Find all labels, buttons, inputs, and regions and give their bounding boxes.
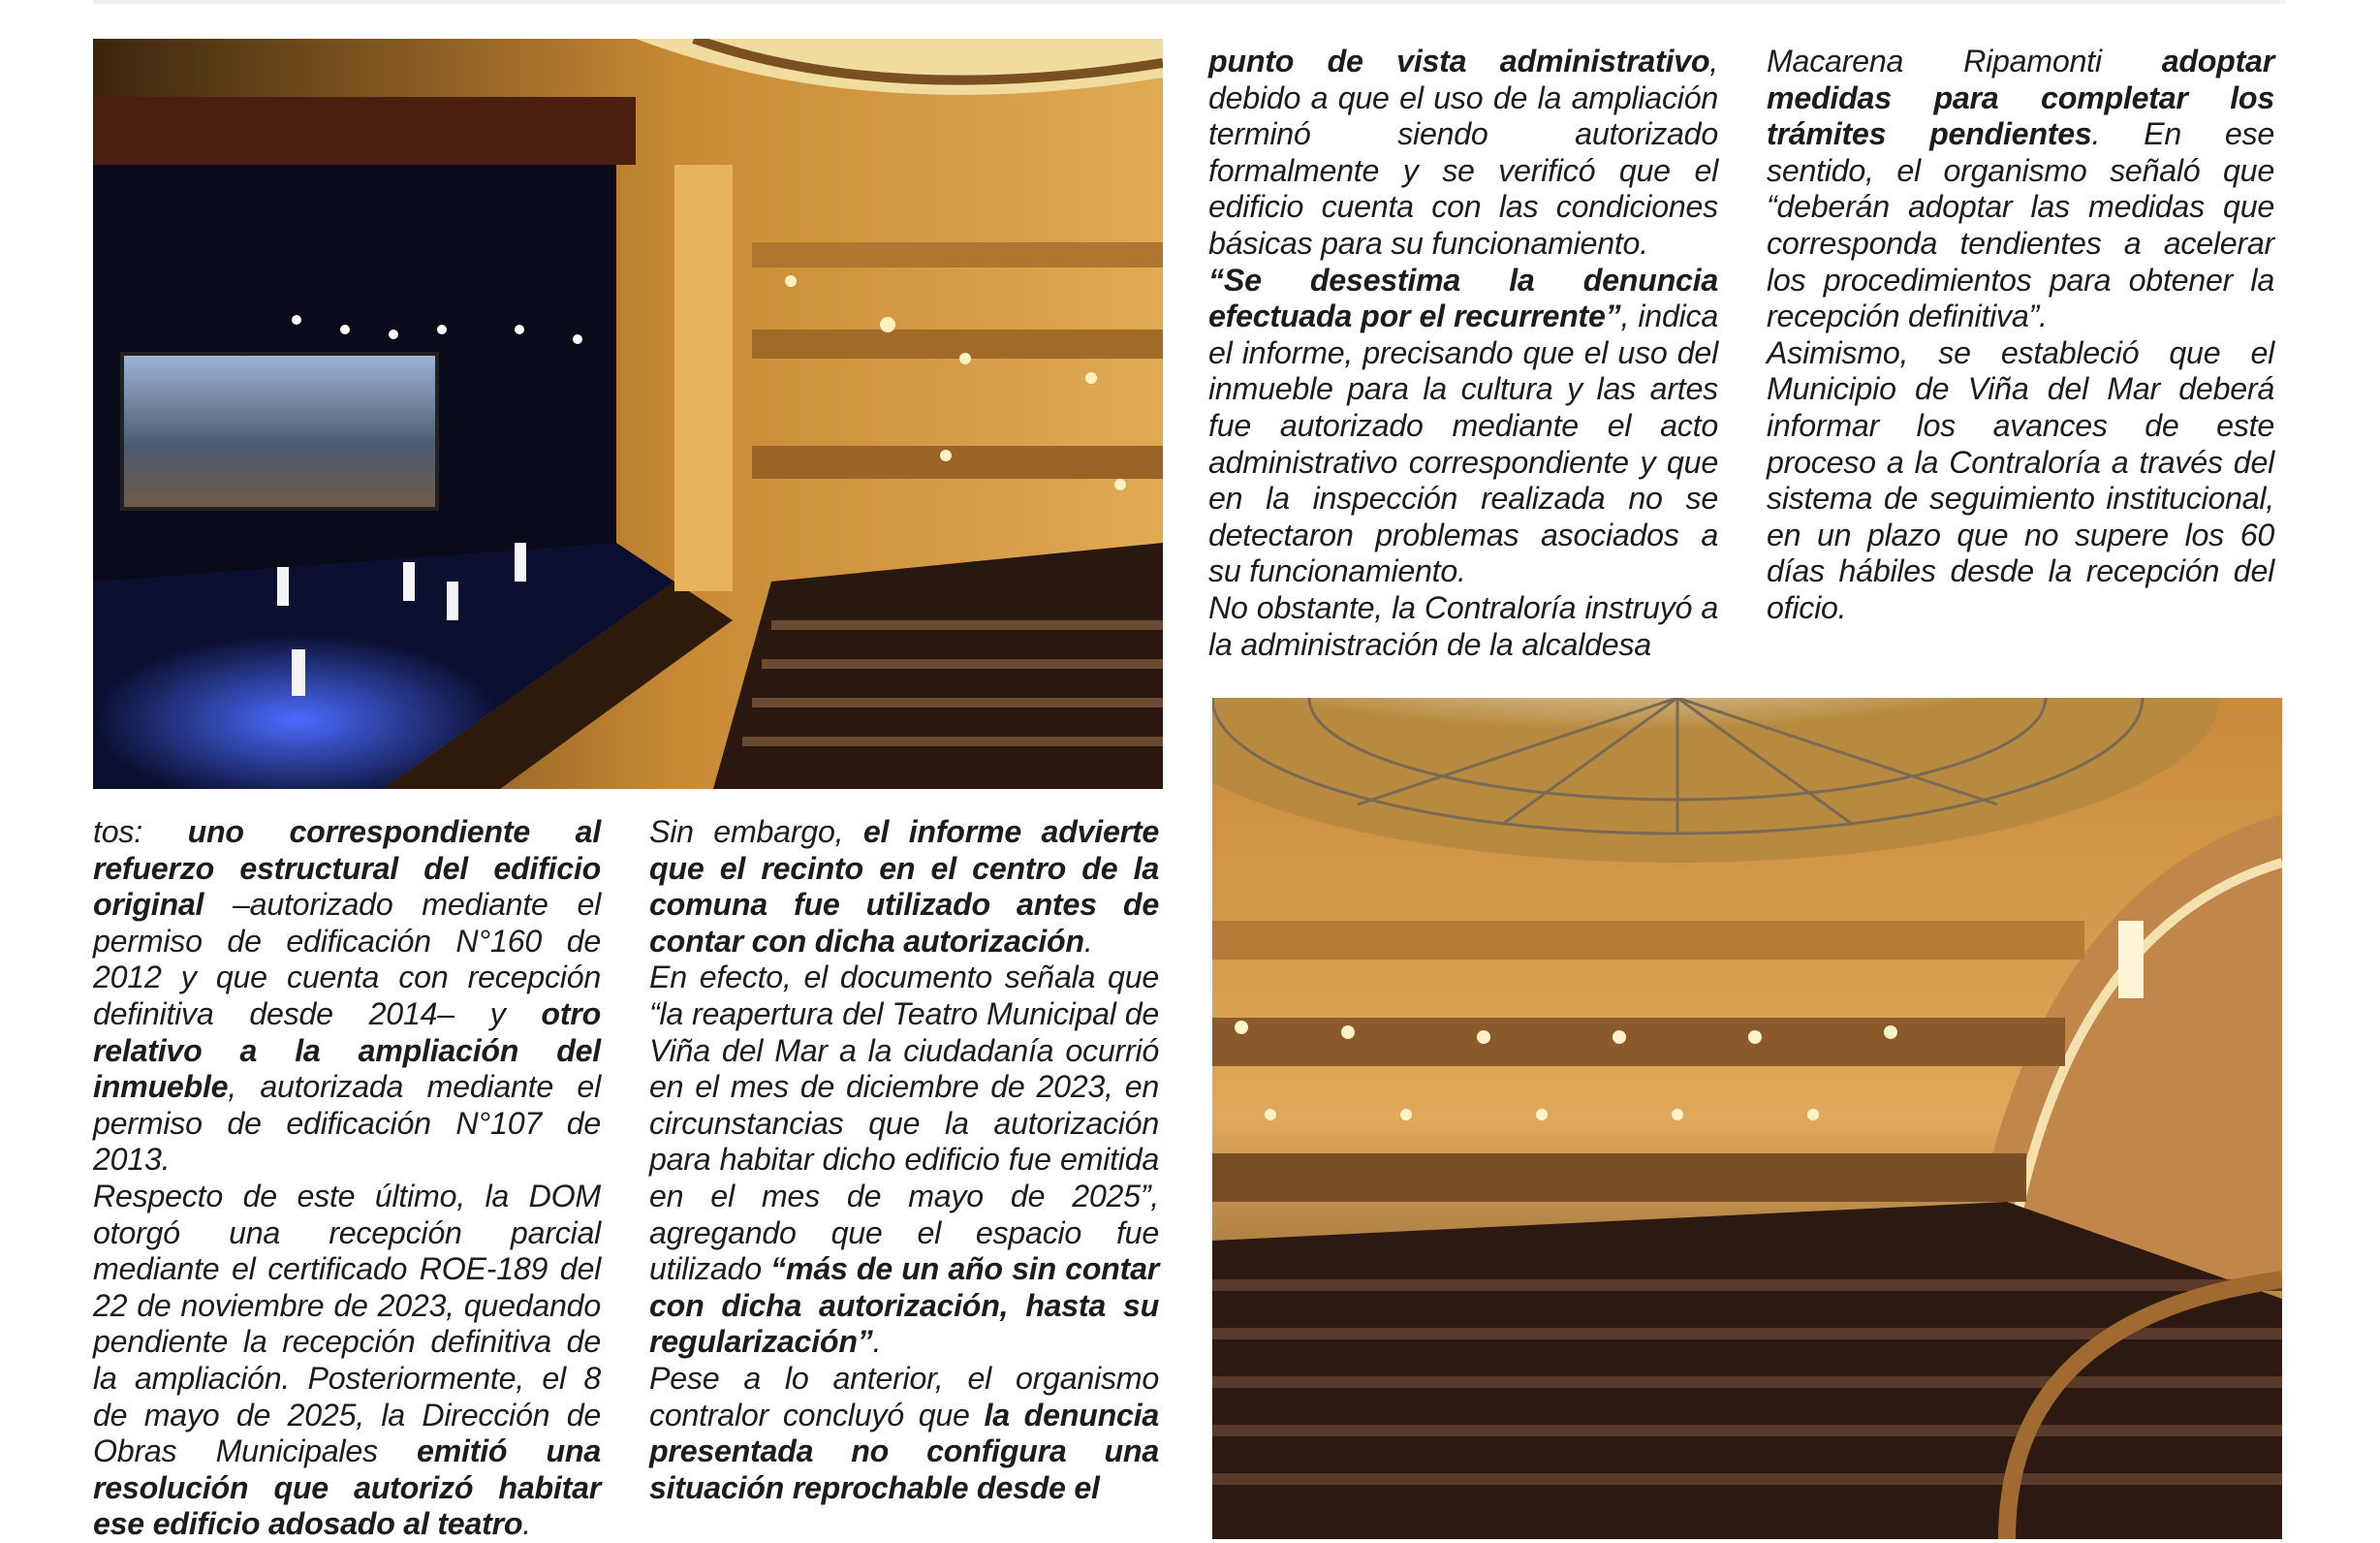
- text-run: . En ese sentido, el organismo señaló que “deberán adoptar las medidas que corresponda tendientes a acelerar los procedimientos para obtener la recepción definitiva”.: [1767, 116, 2274, 334]
- article-column-4: [1767, 44, 2274, 627]
- text-run: , indica el informe, precisando que el uso del inmueble para la cultura y las artes fue autorizado mediante el acto administrativo correspondiente y que en la inspección realizada no se detectaron problemas asociados a su funcionamiento.: [1208, 299, 1718, 589]
- concert-photo: [93, 39, 1163, 789]
- paragraph: [649, 960, 1159, 1361]
- article-column-1: [93, 814, 601, 1543]
- paragraph: [1208, 44, 1718, 263]
- bold-text-run: la denuncia presentada no configura una situación reprochable desde el: [649, 1397, 1159, 1505]
- text-run: .: [872, 1324, 882, 1360]
- paragraph: [649, 1361, 1159, 1506]
- photo-concert-stage-icon: [93, 39, 1163, 789]
- text-run: , autorizada mediante el permiso de edificación N°107 de 2013.: [93, 1069, 601, 1178]
- bold-text-run: punto de vista administrativo: [1208, 44, 1710, 79]
- text-run: tos:: [93, 814, 188, 849]
- top-rule: [93, 0, 2285, 4]
- hall-photo: [1212, 698, 2282, 1539]
- bold-text-run: uno correspondiente al refuerzo estructural del edificio original: [93, 814, 602, 923]
- paragraph: [93, 1179, 601, 1543]
- photo-theatre-hall-icon: [1212, 698, 2282, 1539]
- article-column-3: [1208, 44, 1718, 663]
- bold-text-run: “Se desestima la denuncia efectuada por el recurrente”: [1208, 262, 1718, 334]
- text-run: .: [522, 1506, 531, 1542]
- text-run: No obstante, la Contraloría instruyó a la administración de la alcaldesa: [1208, 589, 1718, 662]
- text-run: Macarena Ripamonti: [1767, 44, 2162, 79]
- bold-text-run: adoptar medidas para completar los trámites pendientes: [1767, 44, 2274, 152]
- bold-text-run: el informe advierte que el recinto en el centro de la comuna fue utilizado antes de contar con dicha autorización: [649, 814, 1160, 959]
- paragraph: [1767, 335, 2274, 627]
- article-column-2: [649, 814, 1159, 1506]
- text-run: .: [1083, 923, 1093, 959]
- text-run: Sin embargo,: [649, 814, 863, 849]
- text-run: En efecto, el documento señala que “la reapertura del Teatro Municipal de Viña del Mar a la ciudadanía ocurrió en el mes de diciembre de 2023, en circunstancias que la autorización para habitar dicho edificio fue emitida en el mes de mayo de 2025”, agregando que el espacio fue utilizado: [649, 960, 1159, 1287]
- text-run: Asimismo, se estableció que el Municipio de Viña del Mar deberá informar los avances de este proceso a la Contraloría a través del sistema de seguimiento institucional, en un plazo que no supere los 60 días hábiles desde la recepción del oficio.: [1767, 334, 2274, 625]
- bold-text-run: otro relativo a la ampliación del inmueble: [93, 995, 601, 1105]
- text-run: –autorizado mediante el permiso de edificación N°160 de 2012 y que cuenta con recepción definitiva desde 2014– y: [93, 887, 601, 1031]
- paragraph: [649, 814, 1159, 960]
- text-run: , debido a que el uso de la ampliación terminó siendo autorizado formalmente y se verificó que el edificio cuenta con las condiciones básicas para su funcionamiento.: [1208, 44, 1718, 261]
- paragraph: [1208, 590, 1718, 663]
- bold-text-run: emitió una resolución que autorizó habitar ese edificio adosado al teatro: [93, 1433, 601, 1542]
- paragraph: [93, 814, 601, 1179]
- text-run: Pese a lo anterior, el organismo contralor concluyó que: [649, 1360, 1159, 1433]
- paragraph: [1767, 44, 2274, 335]
- text-run: Respecto de este último, la DOM otorgó una recepción parcial mediante el certificado ROE-189 del 22 de noviembre de 2023, quedando pendiente la recepción definitiva de la ampliación. Posteriormente, el 8 de mayo de 2025, la Dirección de Obras Municipales: [93, 1178, 601, 1469]
- bold-text-run: “más de un año sin contar con dicha autorización, hasta su regularización”: [649, 1251, 1159, 1360]
- paragraph: [1208, 263, 1718, 590]
